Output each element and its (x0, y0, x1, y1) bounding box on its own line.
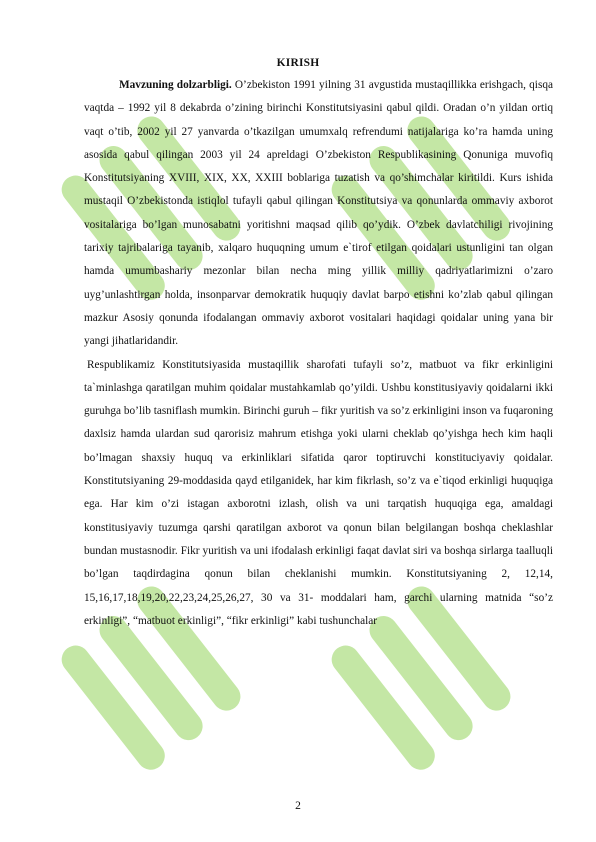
paragraph-text: O’zbekiston 1991 yilning 31 avgustida mustaqillikka erishgach, qisqa vaqtda – 1992 yil 8 dekabrda o’zining birinchi Konstitutsiyasini qabul qildi. Oradan o’n yildan ortiq vaqt o’tib, 2002 yil 27 yanvarda o’tkazilgan umumxalq refrendumi natijalariga ko’ra hamda uning asosida qabul qilingan 2003 yil 24 apreldagi O’zbekiston Respublikasining Qonuniga muvofiq Konstitutsiyaning XVIII, XIX, XX, XXIII boblariga tuzatish va qo’shimchalar kiritildi. Kurs ishida mustaqil O’zbekistonda istiqlol tufayli qabul qilingan Konstitutsiya va qonunlarda ommaviy axborot vositalariga bo’lgan munosabatni yoritishni maqsad qilib qo’ydik. O’zbek davlatchiligi rivojining tarixiy tajribalariga tayanib, xalqaro huquqning umum e`tirof etilgan qoidalari ustunligini tan olgan hamda umumbashariy mezonlar bilan necha ming yillik milliy qadriyatlarimizni o’zaro uyg’unlashtirgan holda, insonparvar demokratik huquqiy davlat barpo etishni ko’zlab qabul qilingan mazkur Asosiy qonunda ifodalangan ommaviy axborot vositalari haqidagi qoidalar uning yana bir yangi jihatlaridandir. (84, 79, 553, 348)
paragraph (84, 74, 553, 354)
paragraph-text: Respublikamiz Konstitutsiyasida mustaqillik sharofati tufayli so’z, matbuot va fikr erkinligini ta`minlashga qaratilgan muhim qoidalar mustahkamlab qo’yildi. Ushbu konstitusiyaviy qoidalarni ikki guruhga bo’lib tasniflash mumkin. Birinchi guruh – fikr yuritish va so’z erkinligini inson va fuqaroning daxlsiz hamda ulardan sud qarorisiz mahrum etishga yoki ularni cheklab qo’yishga hech kim haqli bo’lmagan shaxsiy huquq va erkinliklari sifatida qaror toptiruvchi konstituciyaviy qoidalar. Konstitutsiyaning 29-moddasida qayd etilganidek, har kim fikrlash, so’z va e`tiqod erkinligi huquqiga ega. Har kim o’zi istagan axborotni izlash, olish va uni tarqatish huquqiga ega, amaldagi konstitusiyaviy tuzumga qarshi qaratilgan axborot va qonun bilan belgilangan boshqa cheklashlar bundan mustasnodir. Fikr yuritish va uni ifodalash erkinligi faqat davlat siri va boshqa sirlarga taalluqli bo’lgan taqdirdagina qonun bilan cheklanishi mumkin. Konstitutsiyaning 2, 12,14, 15,16,17,18,19,20,22,23,24,25,26,27, 30 va 31- moddalari ham, garchi ularning matnida “so’z erkinligi”, “matbuot erkinligi”, “fikr erkinligi” kabi tushunchalar (84, 358, 553, 627)
paragraph (84, 354, 553, 634)
page-number: 2 (295, 800, 301, 812)
page-title: KIRISH (276, 57, 320, 69)
document-body (84, 74, 553, 633)
paragraph-lead: Mavzuning dolzarbligi. (119, 79, 232, 91)
